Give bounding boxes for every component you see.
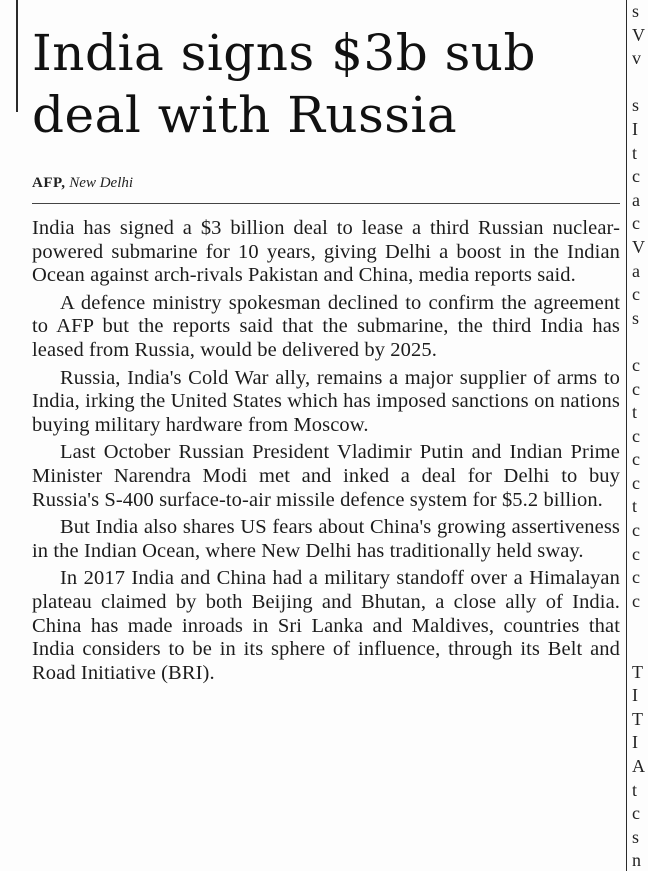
adjacent-column-fragment: c bbox=[632, 567, 640, 588]
adjacent-column-fragment bbox=[630, 330, 648, 354]
adjacent-column-fragment: s bbox=[632, 826, 640, 847]
adjacent-column-fragment: v bbox=[632, 48, 641, 69]
article-paragraph: A defence ministry spokesman declined to confirm the agreement to AFP but the reports said that the submarine, the third India has leased from Russia, would be delivered by 2025. bbox=[32, 291, 620, 361]
adjacent-column-fragment: s bbox=[632, 95, 640, 116]
article-body bbox=[32, 217, 620, 685]
adjacent-column-fragment: t bbox=[632, 779, 638, 800]
adjacent-column-fragment: t bbox=[632, 496, 638, 517]
adjacent-column-fragment: I bbox=[632, 732, 638, 753]
adjacent-column-fragment: V bbox=[632, 236, 645, 257]
adjacent-column-fragment: c bbox=[632, 803, 640, 824]
byline-divider bbox=[32, 203, 620, 204]
adjacent-column-fragment: A bbox=[632, 756, 645, 776]
adjacent-column-fragment: s bbox=[632, 307, 640, 328]
adjacent-column-fragment: c bbox=[632, 213, 640, 234]
adjacent-column-fragment bbox=[630, 71, 648, 95]
adjacent-column-fragment bbox=[630, 613, 648, 637]
article-paragraph: But India also shares US fears about China's growing assertiveness in the Indian Ocean, where New Delhi has traditionally held sway. bbox=[32, 516, 620, 562]
adjacent-column-fragment: s bbox=[632, 1, 640, 21]
adjacent-column-fragment: n bbox=[632, 850, 641, 871]
adjacent-column-fragment: T bbox=[632, 708, 643, 729]
adjacent-column-fragment bbox=[630, 637, 648, 661]
adjacent-column-fragment: c bbox=[632, 590, 640, 611]
article-paragraph: In 2017 India and China had a military standoff over a Himalayan plateau claimed by both Beijing and Bhutan, a close ally of India. China has made inroads in Sri Lanka and Maldives, countries that India considers to be in its sphere of influence, through its Belt and Road Initiative (BRI). bbox=[32, 567, 620, 684]
adjacent-column-fragment: c bbox=[632, 284, 640, 305]
adjacent-column-fragment: T bbox=[632, 661, 643, 682]
article-paragraph: Russia, India's Cold War ally, remains a major supplier of arms to India, irking the United States which has imposed sanctions on nations buying military hardware from Moscow. bbox=[32, 366, 620, 436]
adjacent-column-fragment: c bbox=[632, 449, 640, 470]
article-paragraph: India has signed a $3 billion deal to lease a third Russian nuclear-powered submarine for 10 years, giving Delhi a boost in the Indian Ocean against arch-rivals Pakistan and China, media reports said. bbox=[32, 217, 620, 287]
byline-place: New Delhi bbox=[69, 175, 134, 191]
adjacent-column-fragment: c bbox=[632, 354, 640, 375]
article-byline bbox=[32, 174, 620, 192]
adjacent-column-fragment: c bbox=[632, 166, 640, 187]
adjacent-column-fragment: c bbox=[632, 472, 640, 493]
article-paragraph: Last October Russian President Vladimir Putin and Indian Prime Minister Narendra Modi met and inked a deal for Delhi to buy Russia's S-400 surface-to-air missile defence system for $5.2 billion. bbox=[32, 441, 620, 511]
adjacent-column-fragment: a bbox=[632, 260, 640, 281]
adjacent-column-fragment: I bbox=[632, 118, 638, 139]
article-headline: India signs $3b sub deal with Russia bbox=[32, 24, 536, 144]
adjacent-column-fragment: c bbox=[632, 378, 640, 399]
adjacent-column-fragment: V bbox=[632, 24, 645, 45]
adjacent-column-fragment: c bbox=[632, 520, 640, 541]
adjacent-column-fragment: c bbox=[632, 425, 640, 446]
adjacent-column-fragment: t bbox=[632, 142, 638, 163]
adjacent-column-fragment: t bbox=[632, 402, 638, 423]
news-article bbox=[32, 22, 620, 685]
column-rule-right bbox=[626, 0, 627, 871]
adjacent-column-edge bbox=[630, 0, 648, 871]
byline-agency: AFP, bbox=[32, 175, 66, 191]
column-rule-left bbox=[16, 0, 18, 112]
adjacent-column-fragment: a bbox=[632, 189, 640, 210]
adjacent-column-fragment: c bbox=[632, 543, 640, 564]
adjacent-column-fragment: I bbox=[632, 685, 638, 706]
